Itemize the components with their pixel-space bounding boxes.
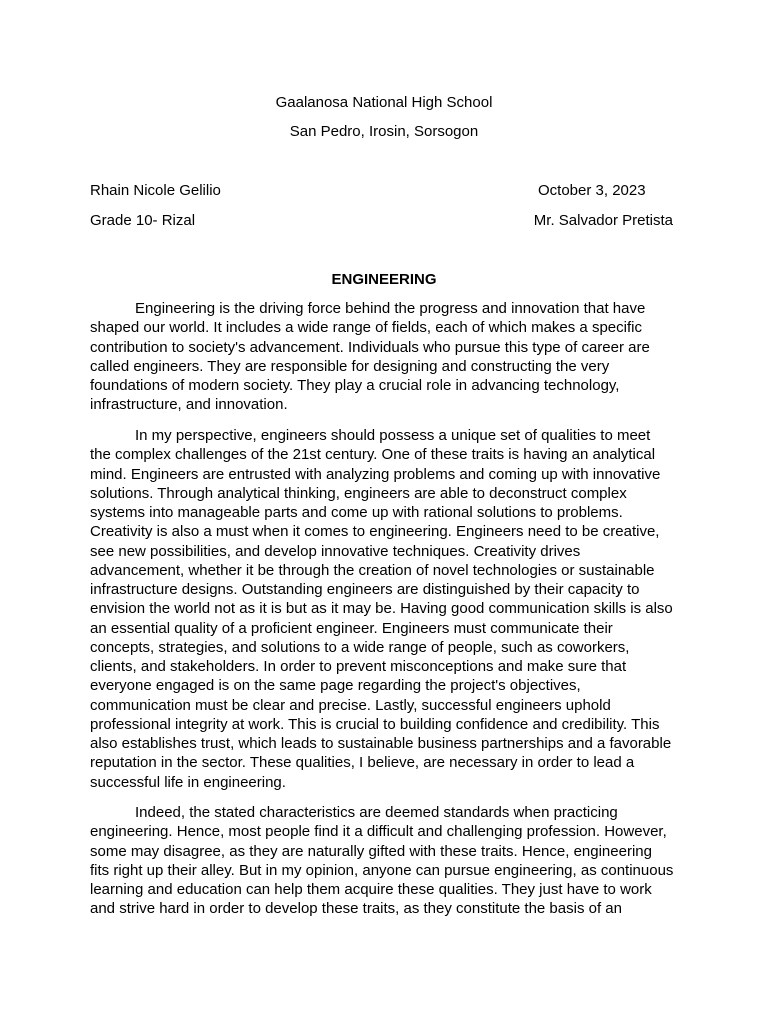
text-line: some may disagree, as they are naturally gifted with these traits. Hence, engineering — [90, 842, 652, 860]
student-name: Rhain Nicole Gelilio — [90, 182, 221, 199]
paragraph-3 — [90, 803, 680, 919]
text-line: engineering. Hence, most people find it a difficult and challenging profession. However, — [90, 823, 667, 841]
text-line: called engineers. They are responsible for designing and constructing the very — [90, 357, 610, 375]
text-line: successful life in engineering. — [90, 773, 286, 791]
school-address: San Pedro, Irosin, Sorsogon — [289, 123, 479, 140]
paragraph-1 — [90, 299, 680, 415]
text-line: Engineering is the driving force behind the progress and innovation that have — [135, 300, 646, 317]
text-line: advancement, whether it be through the creation of novel technologies or sustainable — [90, 561, 655, 579]
text-line: the complex challenges of the 21st century. One of these traits is having an analytical — [90, 446, 656, 464]
text-line: foundations of modern society. They play a crucial role in advancing technology, — [90, 377, 620, 394]
text-line: an essential quality of a proficient engineer. Engineers must communicate their — [90, 619, 613, 637]
text-line: learning and education can help them acquire these qualities. They just have to work — [90, 881, 652, 898]
school-name: Gaalanosa National High School — [275, 94, 493, 111]
text-line: mind. Engineers are entrusted with analyzing problems and coming up with innovative — [90, 465, 661, 483]
text-line: also establishes trust, which leads to sustainable business partnerships and a favorable — [90, 735, 672, 752]
text-line: Creativity is also a must when it comes to engineering. Engineers need to be creative, — [90, 523, 660, 541]
text-line: In my perspective, engineers should possess a unique set of qualities to meet — [135, 427, 651, 444]
text-line: systems into manageable parts and come up with rational solutions to problems. — [90, 504, 623, 521]
text-line: fits right up their alley. But in my opinion, anyone can pursue engineering, as continuous — [90, 861, 674, 879]
text-line: clients, and stakeholders. In order to prevent misconceptions and make sure that — [90, 658, 627, 675]
text-line: concepts, strategies, and solutions to a wide range of people, such as coworkers, — [90, 638, 630, 656]
text-line: Indeed, the stated characteristics are deemed standards when practicing — [135, 804, 618, 821]
grade-section: Grade 10- Rizal — [90, 212, 196, 229]
text-line: contribution to society's advancement. Individuals who pursue this type of career are — [90, 338, 650, 356]
essay-title: ENGINEERING — [331, 271, 437, 288]
text-line: shaped our world. It includes a wide range of fields, each of which makes a specific — [90, 319, 642, 337]
text-line: infrastructure, and innovation. — [90, 396, 288, 414]
paragraph-2 — [90, 426, 680, 792]
text-line: communication must be clear and precise. Lastly, successful engineers uphold — [90, 696, 611, 714]
text-line: envision the world not as it is but as it may be. Having good communication skills is also — [90, 600, 673, 618]
essay-date: October 3, 2023 — [538, 182, 646, 199]
text-line: solutions. Through analytical thinking, engineers are able to deconstruct complex — [90, 484, 627, 502]
text-line: professional integrity at work. This is crucial to building confidence and credibility. This — [90, 715, 660, 733]
text-line: reputation in the sector. These qualities, I believe, are necessary in order to lead a — [90, 754, 635, 772]
text-line: everyone engaged is on the same page regarding the project's objectives, — [90, 677, 581, 695]
teacher-name: Mr. Salvador Pretista — [533, 212, 673, 229]
text-line: see new possibilities, and develop innovative techniques. Creativity drives — [90, 542, 581, 560]
text-line: infrastructure designs. Outstanding engineers are distinguished by their capacity to — [90, 581, 640, 598]
text-line: and strive hard in order to develop these traits, as they constitute the basis of an — [90, 900, 622, 918]
